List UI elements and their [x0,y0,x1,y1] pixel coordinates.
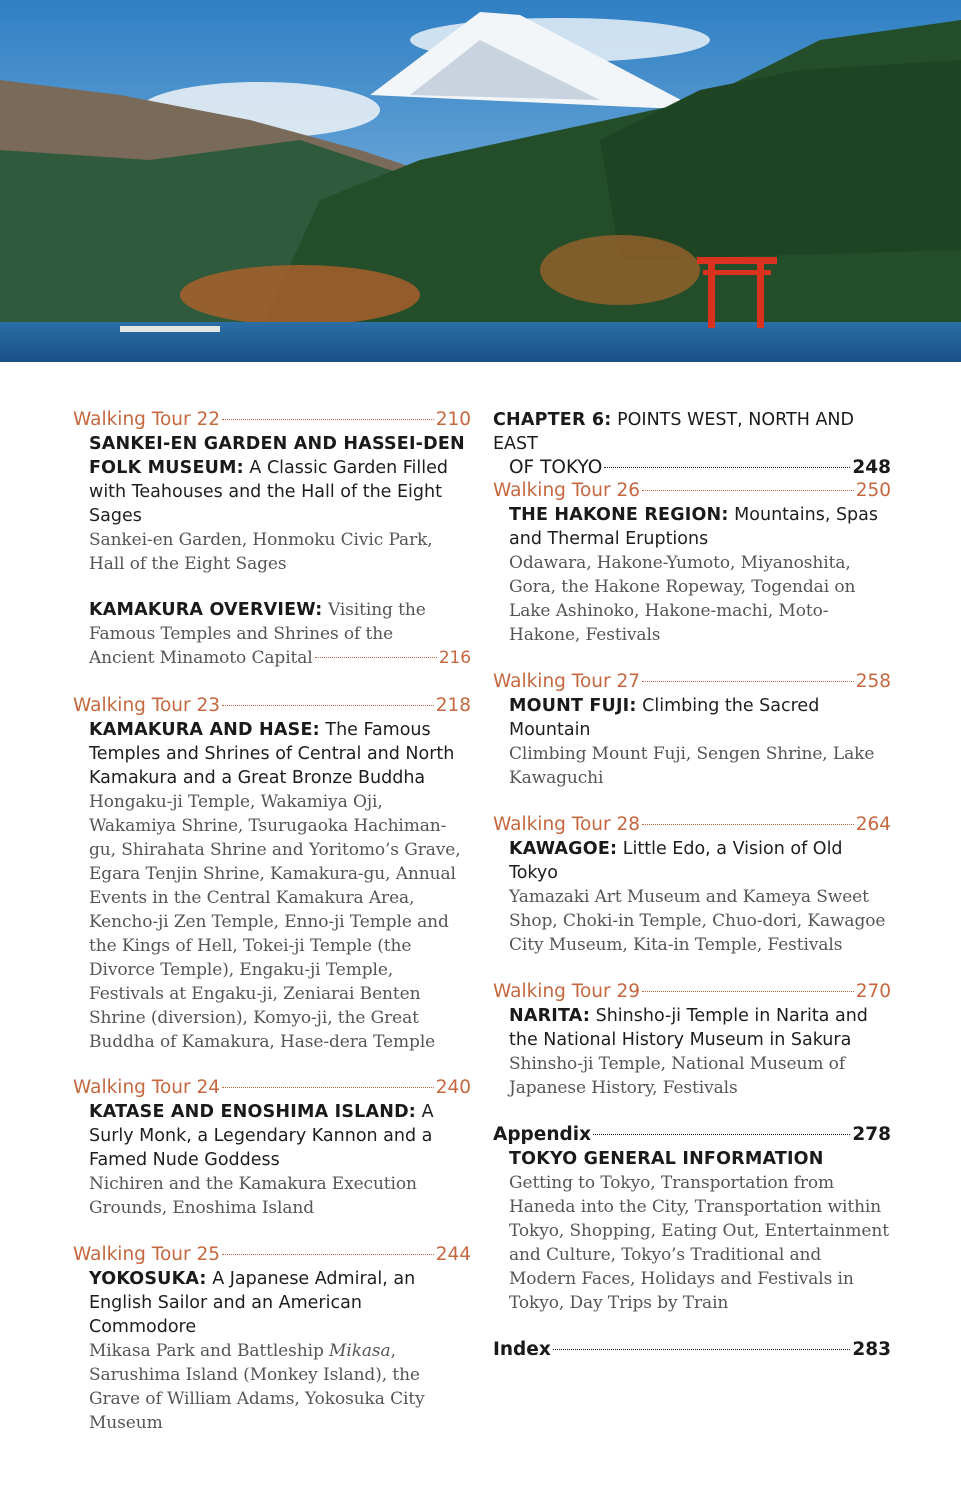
entry-subtitle: Shinsho-ji Temple in Narita and the National History Museum in Sakura [509,1006,868,1050]
dot-leader [642,991,854,992]
dot-leader [222,705,434,706]
toc-entry-walking-tour-27[interactable] [493,670,891,790]
entry-subtitle: The Famous Temples and Shrines of Central and North Kamakura and a Great Bronze Buddha [89,720,455,788]
entry-subtitle-end: Ancient Minamoto Capital [89,648,313,668]
header-label: Walking Tour 22 [73,409,221,430]
dot-leader [553,1349,851,1350]
toc-entry-walking-tour-28[interactable] [493,813,891,957]
page-number: 270 [855,981,891,1002]
chapter-title: POINTS WEST, NORTH AND EAST [493,410,855,454]
header-label: Index [493,1339,551,1360]
entry-subtitle: A Surly Monk, a Legendary Kannon and a Famed Nude Goddess [89,1102,434,1170]
dot-leader [315,657,437,658]
toc-entry-walking-tour-24[interactable] [73,1076,471,1220]
header-label: Walking Tour 28 [493,814,641,835]
page-number: 248 [852,457,891,478]
entry-details: Yamazaki Art Museum and Kameya Sweet Shop, Choki-in Temple, Chuo-dori, Kawagoe City Museum, Kita-in Temple, Festivals [509,887,886,955]
toc-entry-index[interactable] [493,1338,891,1362]
toc-header[interactable] [73,694,471,718]
entry-title: NARITA: [509,1006,591,1026]
page-number: 283 [852,1339,891,1360]
toc-header[interactable] [493,479,891,503]
entry-details: Sankei-en Garden, Honmoku Civic Park, Hall of the Eight Sages [89,530,433,574]
mount-fuji-hakone-photo [0,0,961,362]
page-number: 250 [855,480,891,501]
dot-leader [222,1254,434,1255]
chapter-label: CHAPTER 6: [493,410,612,430]
dot-leader [604,467,850,468]
page-number: 210 [435,409,471,430]
entry-subtitle: A Japanese Admiral, an English Sailor and an American Commodore [89,1269,416,1337]
header-label: Walking Tour 24 [73,1077,221,1098]
page-number: 278 [852,1124,891,1145]
dot-leader [222,1087,434,1088]
toc-entry-walking-tour-26[interactable] [493,479,891,647]
details-text: , Sarushima Island (Monkey Island), the Grave of William Adams, Yokosuka City Museum [89,1341,425,1433]
toc-header[interactable] [493,1338,891,1362]
toc-header[interactable] [493,813,891,837]
header-label: Walking Tour 26 [493,480,641,501]
entry-subtitle: Climbing the Sacred Mountain [509,696,820,740]
entry-details: Odawara, Hakone-Yumoto, Miyanoshita, Gora, the Hakone Ropeway, Togendai on Lake Ashinoko, Hakone-machi, Moto-Hakone, Festivals [509,553,856,645]
toc-header[interactable] [493,980,891,1004]
dot-leader [642,681,854,682]
header-label: Appendix [493,1124,592,1145]
page-number: 264 [855,814,891,835]
toc-entry-kamakura-overview[interactable] [73,598,471,670]
toc-header[interactable] [493,1123,891,1147]
entry-subtitle: A Classic Garden Filled with Teahouses and the Hall of the Eight Sages [89,458,448,526]
page-number: 244 [435,1244,471,1265]
entry-title: TOKYO GENERAL INFORMATION [509,1149,824,1169]
toc-header[interactable] [493,670,891,694]
toc-entry-walking-tour-25[interactable] [73,1243,471,1435]
details-text: Mikasa Park and Battleship [89,1341,330,1361]
page-number: 258 [855,671,891,692]
toc-entry-walking-tour-29[interactable] [493,980,891,1100]
entry-title: MOUNT FUJI: [509,696,637,716]
entry-details: Hongaku-ji Temple, Wakamiya Oji, Wakamiya Shrine, Tsurugaoka Hachiman-gu, Shirahata Shrine and Yoritomo’s Grave, Egara Tenjin Shrine, Kamakura-gu, Annual Events in the Central Kamakura Area, Kencho-ji Zen Temple, Enno-ji Temple and the Kings of Hell, Tokei-ji Temple (the Divorce Temple), Engaku-ji Temple, Festivals at Engaku-ji, Zeniarai Benten Shrine (diversion), Komyo-ji, the Great Buddha of Kamakura, Hase-dera Temple [89,792,461,1052]
dot-leader [222,419,434,420]
entry-title: THE HAKONE REGION: [509,505,729,525]
dot-leader [642,824,854,825]
page-number: 240 [435,1077,471,1098]
details-italic: Mikasa [329,1341,391,1361]
chapter-title-end: OF TOKYO [509,457,603,478]
entry-subtitle: Little Edo, a Vision of Old Tokyo [509,839,843,883]
toc-header[interactable] [73,1076,471,1100]
page-number: 216 [438,648,471,668]
entry-title: YOKOSUKA: [89,1269,207,1289]
entry-title: KATASE AND ENOSHIMA ISLAND: [89,1102,416,1122]
dot-leader [593,1134,850,1135]
entry-title: SANKEI-EN GARDEN AND HASSEI-DEN FOLK MUSEUM: [89,434,465,478]
toc-header[interactable] [73,408,471,432]
entry-title: KAMAKURA AND HASE: [89,720,320,740]
entry-details: Shinsho-ji Temple, National Museum of Japanese History, Festivals [509,1054,846,1098]
toc-entry-chapter-6[interactable] [493,408,891,480]
entry-subtitle: Mountains, Spas and Thermal Eruptions [509,505,878,549]
entry-details: Nichiren and the Kamakura Execution Grounds, Enoshima Island [89,1174,417,1218]
entry-details: Climbing Mount Fuji, Sengen Shrine, Lake Kawaguchi [509,744,875,788]
toc-entry-walking-tour-23[interactable] [73,694,471,1054]
entry-title: KAMAKURA OVERVIEW: [89,600,323,620]
toc-header[interactable] [73,1243,471,1267]
entry-subtitle: Visiting the Famous Temples and Shrines of the [89,600,426,644]
header-label: Walking Tour 29 [493,981,641,1002]
entry-details [89,1339,471,1435]
header-label: Walking Tour 25 [73,1244,221,1265]
header-label: Walking Tour 27 [493,671,641,692]
dot-leader [642,490,854,491]
entry-details: Getting to Tokyo, Transportation from Haneda into the City, Transportation within Tokyo, Shopping, Eating Out, Entertainment and Culture, Tokyo’s Traditional and Modern Faces, Holidays and Festivals in Tokyo, Day Trips by Train [509,1173,889,1313]
toc-entry-appendix[interactable] [493,1123,891,1315]
toc-entry-walking-tour-22[interactable] [73,408,471,576]
entry-title: KAWAGOE: [509,839,618,859]
header-label: Walking Tour 23 [73,695,221,716]
page-number: 218 [435,695,471,716]
